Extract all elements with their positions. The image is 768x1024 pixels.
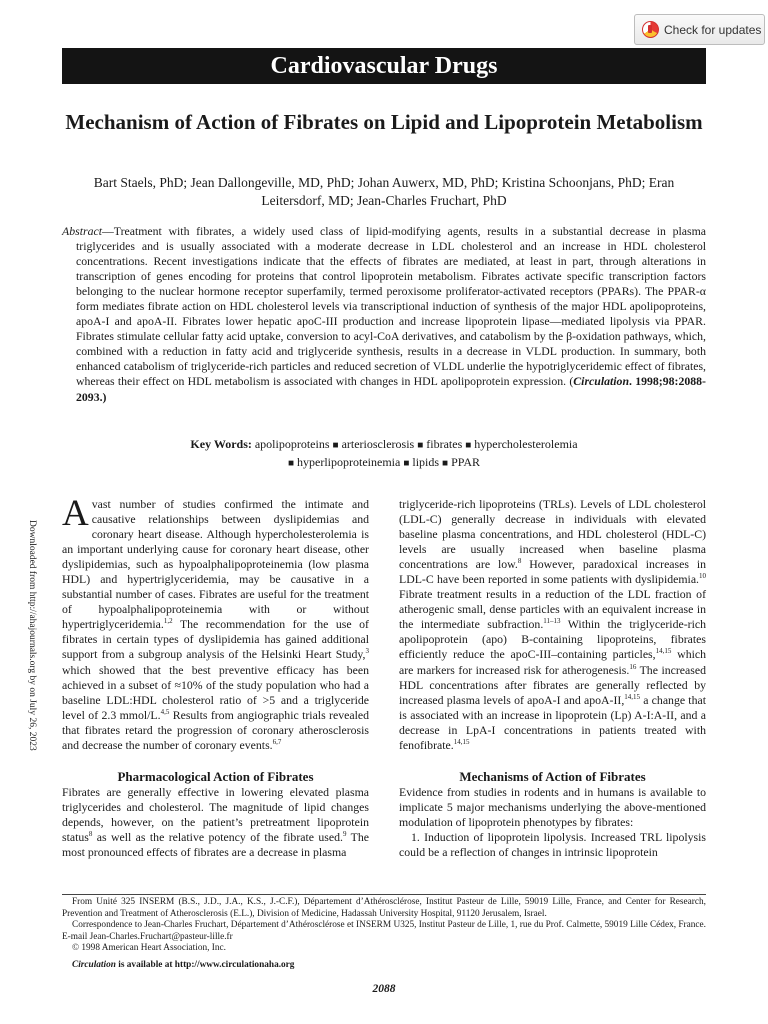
- intro-paragraph: [62, 493, 369, 753]
- journal-section-banner: Cardiovascular Drugs: [62, 48, 706, 84]
- ref-citation: 9: [342, 830, 347, 839]
- copyright-note: © 1998 American Heart Association, Inc.: [72, 943, 226, 954]
- body-text: However, paradoxical increases in LDL-C have been reported in some patients with dyslipidemia.: [399, 557, 707, 587]
- keyword-separator: ■: [403, 458, 410, 469]
- keyword: fibrates: [426, 437, 463, 451]
- ref-citation: 3: [365, 647, 369, 656]
- keyword: apolipoproteins: [254, 437, 330, 451]
- body-text: which are markers for increased risk for atherogenesis.: [399, 647, 707, 677]
- abstract-citation-ref: . 1998;98:2088-2093.): [76, 374, 706, 404]
- intro-text: The recommendation for the use of fibrates in certain types of dyslipidemia has gained additional support from a subgroup analysis of the Helsinki Heart Study,: [62, 617, 369, 662]
- ref-citation: 4,5: [160, 707, 170, 716]
- intro-text: which showed that the best preventive efficacy has been achieved in a subset of ≈10% of the study population who had a baseline LDL:HDL cholesterol ratio of >5 and a triglyceride level of 2.3 mmol/L.: [62, 662, 369, 722]
- ref-citation: 14,15: [655, 647, 672, 656]
- ref-citation: 11–13: [543, 617, 561, 626]
- lipolysis-paragraph: 1. Induction of lipoprotein lipolysis. Increased TRL lipolysis could be a reflection of changes in intrinsic lipoprotein: [399, 829, 706, 859]
- section-heading-mechanisms: Mechanisms of Action of Fibrates: [459, 768, 646, 784]
- left-column: [62, 493, 369, 860]
- correspondence-note: Correspondence to Jean-Charles Fruchart, Département d’Athérosclérose et INSERM U325, Institut Pasteur de Lille, 1, rue du Prof. Calmette, 59019 Lille Cédex, France. E-mail Jean-Charles.Fruchart@pasteur-lille.fr: [62, 920, 706, 942]
- affiliation-note: From Unité 325 INSERM (B.S., J.D., J.A., K.S., J.-C.F.), Département d’Athérosclérose, Institut Pasteur de Lille, 59019 Lille, France, and Center for Research, Prevention and Treatment of Atherosclerosis (E.L.), Division of Medicine, Hadassah University Hospital, 91120 Jerusalem, Israel.: [62, 897, 706, 919]
- check-for-updates-label: Check for updates: [664, 22, 762, 37]
- key-words: [62, 436, 706, 472]
- keyword: lipids: [412, 455, 440, 469]
- ref-citation: 16: [629, 662, 637, 671]
- ref-citation: 1,2: [163, 617, 173, 626]
- body-text: Fibrate treatment results in a reduction of the LDL fraction of atherogenic small, dense particles with an equivalent increase in the intermediate subfraction.: [399, 587, 706, 632]
- intro-text: vast number of studies confirmed the intimate and causative relationships between dyslipidemias and coronary heart disease. Although hypercholesterolemia is an important underlying cause for coronary heart disease, other dyslipidemias, such as hypoalphalipoproteinemia (low plasma HDL) and hypertriglyceridemia, may be causative in a substantial number of cases. Fibrates are useful for the treatment of hypoalphalipoproteinemia with or without hypertriglyceridemia.: [62, 497, 369, 632]
- ref-citation: 14,15: [453, 737, 470, 746]
- availability-text: is available at http://www.circulationaha.org: [115, 960, 295, 970]
- body-text: The increased HDL concentrations after fibrates are generally reflected by increased plasma levels of apoA-I and apoA-II,: [399, 662, 706, 707]
- ref-citation: 10: [699, 572, 706, 581]
- page-number: 2088: [372, 983, 396, 995]
- abstract: [62, 224, 706, 405]
- keyword: arteriosclerosis: [341, 437, 415, 451]
- intro-text: Results from angiographic trials revealed that fibrates retard the progression of coronary atherosclerosis and decrease the number of coronary events.: [62, 707, 369, 752]
- article-title: Mechanism of Action of Fibrates on Lipid and Lipoprotein Metabolism: [65, 110, 703, 134]
- author-list: Bart Staels, PhD; Jean Dallongeville, MD, PhD; Johan Auwerx, MD, PhD; Kristina Schoonjans, PhD; Eran Leitersdorf, MD; Jean-Charles Fruchart, PhD: [93, 175, 675, 208]
- keyword: hyperlipoproteinemia: [297, 455, 401, 469]
- body-text: triglyceride-rich lipoproteins (TRLs). Levels of LDL cholesterol (LDL-C) generally decrease in individuals with elevated baseline plasma concentrations, and HDL cholesterol (HDL-C) levels are usually increased when baseline plasma concentrations are low.: [399, 497, 706, 572]
- pharm-text: as well as the relative potency of the fibrate used.: [92, 829, 343, 844]
- keyword-separator: ■: [442, 458, 449, 469]
- crossmark-icon: [642, 21, 659, 38]
- key-words-label: Key Words:: [190, 437, 252, 451]
- mechanisms-paragraph: Evidence from studies in rodents and in humans is available to implicate 5 major mechanisms underlying the above-mentioned modulation of lipoprotein phenotypes by fibrates:: [399, 784, 706, 829]
- ref-citation: 14,15: [624, 692, 641, 701]
- lipoprotein-paragraph: [399, 497, 706, 753]
- ref-citation: 8: [517, 557, 522, 566]
- keyword-separator: ■: [287, 458, 295, 469]
- abstract-citation-journal: Circulation: [573, 374, 630, 389]
- download-watermark: Downloaded from http://ahajournals.org by on July 26, 2023: [27, 520, 37, 751]
- pharm-paragraph: [62, 785, 369, 860]
- check-for-updates-button[interactable]: [634, 14, 765, 45]
- section-heading-pharmacological: Pharmacological Action of Fibrates: [117, 768, 314, 784]
- keyword: hypercholesterolemia: [474, 437, 578, 451]
- keyword: PPAR: [451, 455, 481, 469]
- body-text: Within the triglyceride-rich apolipoprotein (apo) B-containing lipoproteins, fibrates efficiently reduce the apoC-III–containing particles,: [399, 617, 706, 662]
- keyword-separator: ■: [465, 440, 472, 451]
- drop-cap: A: [62, 493, 89, 534]
- keyword-separator: ■: [417, 440, 424, 451]
- body-text: a change that is associated with an increase in lipoprotein (Lp) A-I:A-II, and a decrease in LpA-I concentrations in patients treated with fenofibrate.: [399, 692, 706, 752]
- pharm-text: The most pronounced effects of fibrates are a decrease in plasma: [62, 829, 369, 859]
- ref-citation: 8: [88, 830, 93, 839]
- ref-citation: 6,7: [272, 737, 282, 746]
- availability-note: [72, 960, 294, 970]
- abstract-text: —Treatment with fibrates, a widely used class of lipid-modifying agents, results in a substantial decrease in plasma triglycerides and is usually associated with a moderate decrease in LDL cholesterol and an increase in HDL cholesterol concentrations. Recent investigations indicate that the effects of fibrates are mediated, at least in part, through alterations in transcription of genes encoding for proteins that control lipoprotein metabolism. Fibrates activate specific transcription factors belonging to the nuclear hormone receptor superfamily, termed peroxisome proliferator-activated receptors (PPARs). The PPAR-α form mediates fibrate action on HDL cholesterol levels via transcriptional induction of synthesis of the major HDL apolipoproteins, apoA-I and apoA-II. Fibrates lower hepatic apoC-III production and increase lipoprotein lipase—mediated lipolysis via PPAR. Fibrates stimulate cellular fatty acid uptake, conversion to acyl-CoA derivatives, and catabolism by the β-oxidation pathways, which, combined with a reduction in fatty acid and triglyceride synthesis, results in a decrease in VLDL production. In summary, both enhanced catabolism of triglyceride-rich particles and reduced secretion of VLDL underlie the hypotriglyceridemic effect of fibrates, whereas their effect on HDL metabolism is associated with changes in HDL apolipoprotein expression. (: [76, 224, 706, 389]
- availability-journal: Circulation: [72, 960, 116, 970]
- pharm-text: Fibrates are generally effective in lowering elevated plasma triglycerides and cholesterol. The magnitude of lipid changes depends, however, on the patient’s pretreatment lipoprotein status: [62, 784, 369, 844]
- footnotes: [62, 894, 706, 955]
- right-column: [399, 497, 706, 860]
- keyword-separator: ■: [332, 440, 339, 451]
- abstract-label: Abstract: [62, 224, 102, 238]
